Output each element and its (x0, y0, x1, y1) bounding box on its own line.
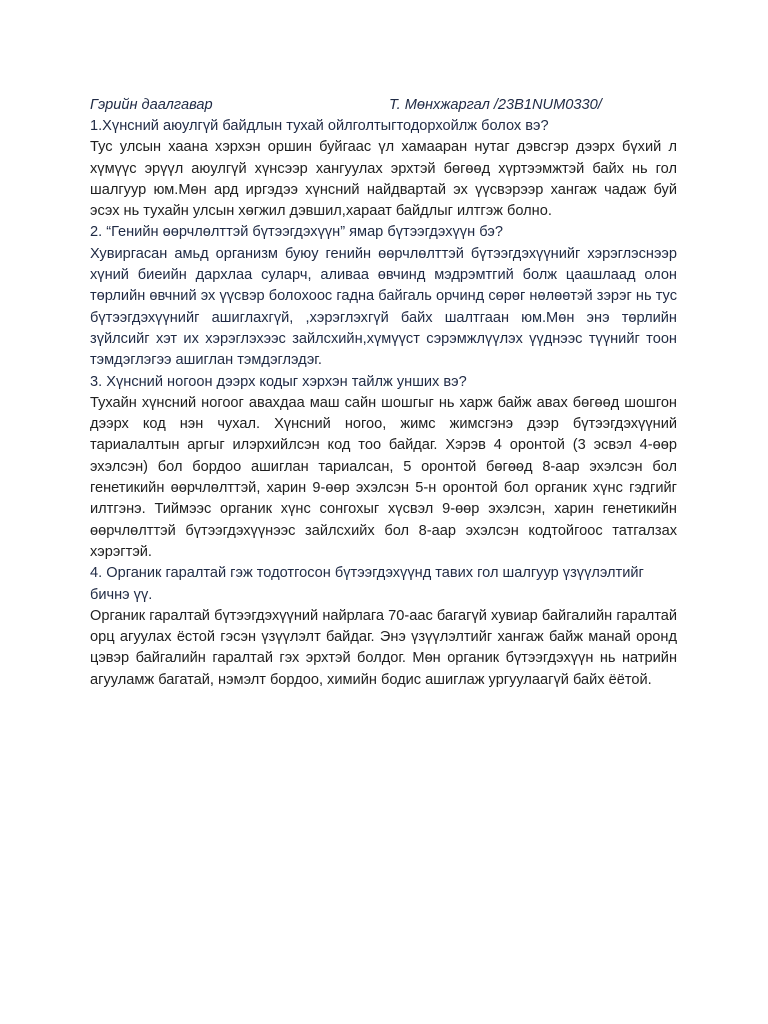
document-header (90, 95, 677, 116)
answer-3: Тухайн хүнсний ногоог авахдаа маш сайн шошгыг нь харж байж авах бөгөөд шошгон дээрх код нэн чухал. Хүнсний ногоо, жимс жимсгэнэ дээр бүтээгдэхүүний тариалалтын аргыг илэрхийлсэн код тоо байдаг. Хэрэв 4 оронтой (3 эсвэл 4-өөр эхэлсэн) бол бордоо ашиглан тариалсан, 5 оронтой бөгөөд 8-аар эхэлсэн бол генетикийн өөрчлөлттэй, харин 9-өөр эхэлсэн 5-н оронтой бол органик хүнс гэдгийг илтгэнэ. Тиймээс органик хүнс сонгохыг хүсвэл 9-өөр эхэлсэн, харин генетикийн өөрчлөлттэй бүтээгдэхүүнээс зайлсхийх бол 8-аар эхэлсэн кодтойгоос татгалзах хэрэгтэй. (90, 394, 677, 560)
question-1: 1.Хүнсний аюулгүй байдлын тухай ойлголтыгтодорхойлж болох вэ? (90, 118, 549, 134)
header-title: Гэрийн даалгавар (90, 97, 213, 113)
answer-4: Органик гаралтай бүтээгдэхүүний найрлага 70-аас багагүй хувиар байгалийн гаралтай орц агуулах ёстой гэсэн үзүүлэлт байдаг. Энэ үзүүлэлтийг хангаж байж манай оронд цэвэр байгалийн гаралтай гэх эрхтэй болдог. Мөн органик бүтээгдэхүүн нь натрийн агууламж багатай, нэмэлт бордоо, химийн бодис ашиглаж ургуулаагүй байх ёётой. (90, 607, 677, 688)
question-3: 3. Хүнсний ногоон дээрх кодыг хэрхэн тайлж унших вэ? (90, 373, 467, 390)
answer-1: Тус улсын хаана хэрхэн оршин буйгаас үл хамааран нутаг дэвсгэр дээрх бүхий л хүмүүс эрүүл аюулгүй хүнсээр хангуулах эрхтэй бөгөөд хүртээмжтэй байх нь гол шалгуур юм.Мөн ард иргэдээ хүнсний найдвартай эх үүсвэрээр хангаж чадаж буй эсэх нь тухайн улсын хөгжил дэвшил,хараат байдлыг илтгэж болно. (90, 139, 677, 220)
question-4: 4. Органик гаралтай гэж тодотгосон бүтээгдэхүүнд тавих гол шалгуур үзүүлэлтийг бичнэ үү. (90, 565, 644, 603)
header-author: Т. Мөнхжаргал /23B1NUM0330/ (389, 97, 602, 113)
question-2: 2. “Генийн өөрчлөлттэй бүтээгдэхүүн” ямар бүтээгдэхүүн бэ? (90, 224, 503, 241)
answer-2: Хувиргасан амьд организм буюу генийн өөрчлөлттэй бүтээгдэхүүнийг хэрэглэснээр хүний биеийн дархлаа суларч, аливаа өвчинд мэдрэмтгий болж цаашлаад олон төрлийн өвчний эх үүсвэр болохоос гадна байгаль орчинд сөрөг нөлөөтэй зэрэг нь тус бүтээгдэхүүнийг ашиглахгүй, ,хэрэглэхгүй байх шалтгаан юм.Мөн энэ төрлийн зүйлсийг хэт их хэрэглэхээс зайлсхийн,хүмүүст сэрэмжлүүлэх үүднээс түүнийг тоон тэмдэглэгээ ашиглан тэмдэглэдэг. (90, 245, 677, 369)
document-page (90, 95, 677, 691)
